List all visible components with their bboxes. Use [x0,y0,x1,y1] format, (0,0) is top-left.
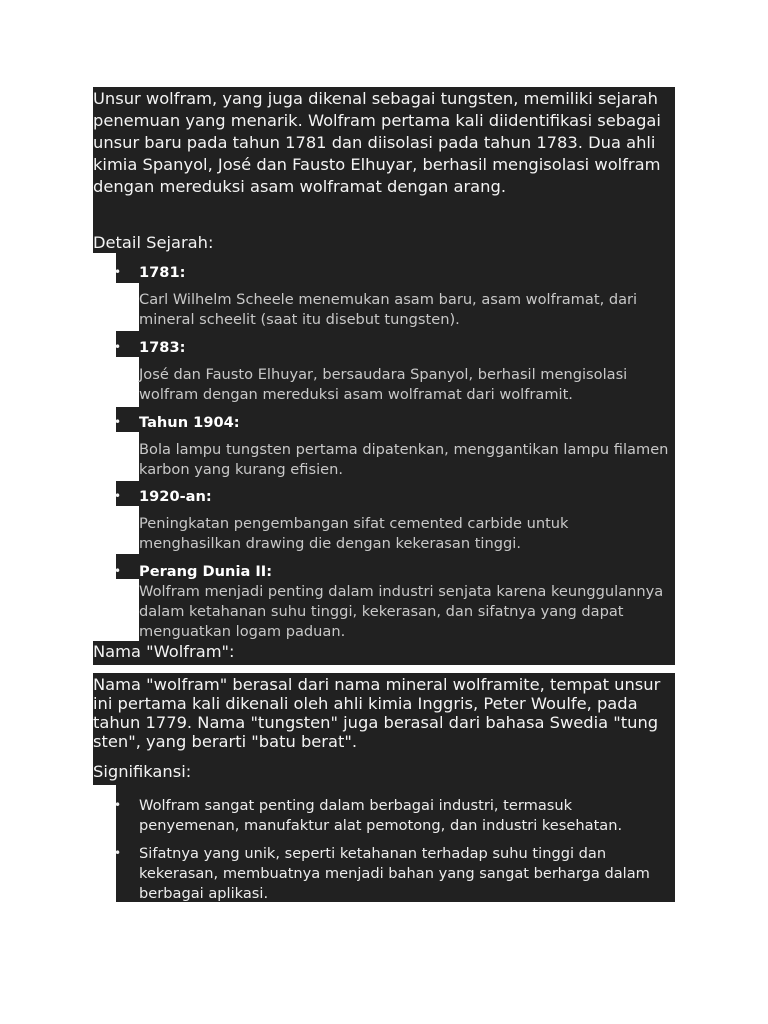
history-year: 1783: [139,339,186,356]
history-desc: José dan Fausto Elhuyar, bersaudara Spanyol, berhasil mengisolasi wolfram dengan mereduksi asam wolframat dari wolframit. [139,366,628,403]
history-year: 1781: [139,264,186,281]
history-list [116,253,675,643]
intro-paragraph [93,87,675,235]
history-year: Tahun 1904: [139,414,240,431]
history-year: Perang Dunia II: [139,563,273,580]
detail-heading [93,233,675,253]
history-year: 1920-an: [139,488,212,505]
bullet-icon: • [114,415,122,429]
significance-text: Sifatnya yang unik, seperti ketahanan terhadap suhu tinggi dan kekerasan, membuatnya menjadi bahan yang sangat berharga dalam berbagai aplikasi. [139,845,650,902]
bullet-icon: • [114,798,122,812]
bullet-icon: • [114,265,122,279]
bullet-icon: • [114,564,122,578]
name-paragraph [93,673,675,761]
history-desc: Wolfram menjadi penting dalam industri senjata karena keunggulannya dalam ketahanan suhu tinggi, kekerasan, dan sifatnya yang dapat menguatkan logam paduan. [139,583,664,640]
name-heading-text: Nama "Wolfram": [93,642,235,661]
history-desc: Peningkatan pengembangan sifat cemented carbide untuk menghasilkan drawing die dengan kekerasan tinggi. [139,515,569,552]
detail-heading-text: Detail Sejarah: [93,233,214,252]
history-desc: Carl Wilhelm Scheele menemukan asam baru, asam wolframat, dari mineral scheelit (saat itu disebut tungsten). [139,291,638,328]
bullet-icon: • [114,340,122,354]
significance-heading [93,761,675,785]
significance-list [116,785,675,902]
significance-text: Wolfram sangat penting dalam berbagai industri, termasuk penyemenan, manufaktur alat pemotong, dan industri kesehatan. [139,797,623,834]
history-desc: Bola lampu tungsten pertama dipatenkan, menggantikan lampu filamen karbon yang kurang efisien. [139,441,669,478]
bullet-icon: • [114,846,122,860]
significance-heading-text: Signifikansi: [93,762,192,781]
bullet-icon: • [114,489,122,503]
intro-text: Unsur wolfram, yang juga dikenal sebagai tungsten, memiliki sejarah penemuan yang menarik. Wolfram pertama kali diidentifikasi sebagai unsur baru pada tahun 1781 dan diisolasi pada tahun 1783. Dua ahli kimia Spanyol, José dan Fausto Elhuyar, berhasil mengisolasi wolfram dengan mereduksi asam wolframat dengan arang. [93,89,661,196]
name-heading [93,641,675,665]
name-paragraph-text: Nama "wolfram" berasal dari nama mineral wolframite, tempat unsur ini pertama kali dikenali oleh ahli kimia Inggris, Peter Woulfe, pada tahun 1779. Nama "tungsten" juga berasal dari bahasa Swedia "tung sten", yang berarti "batu berat". [93,675,661,751]
